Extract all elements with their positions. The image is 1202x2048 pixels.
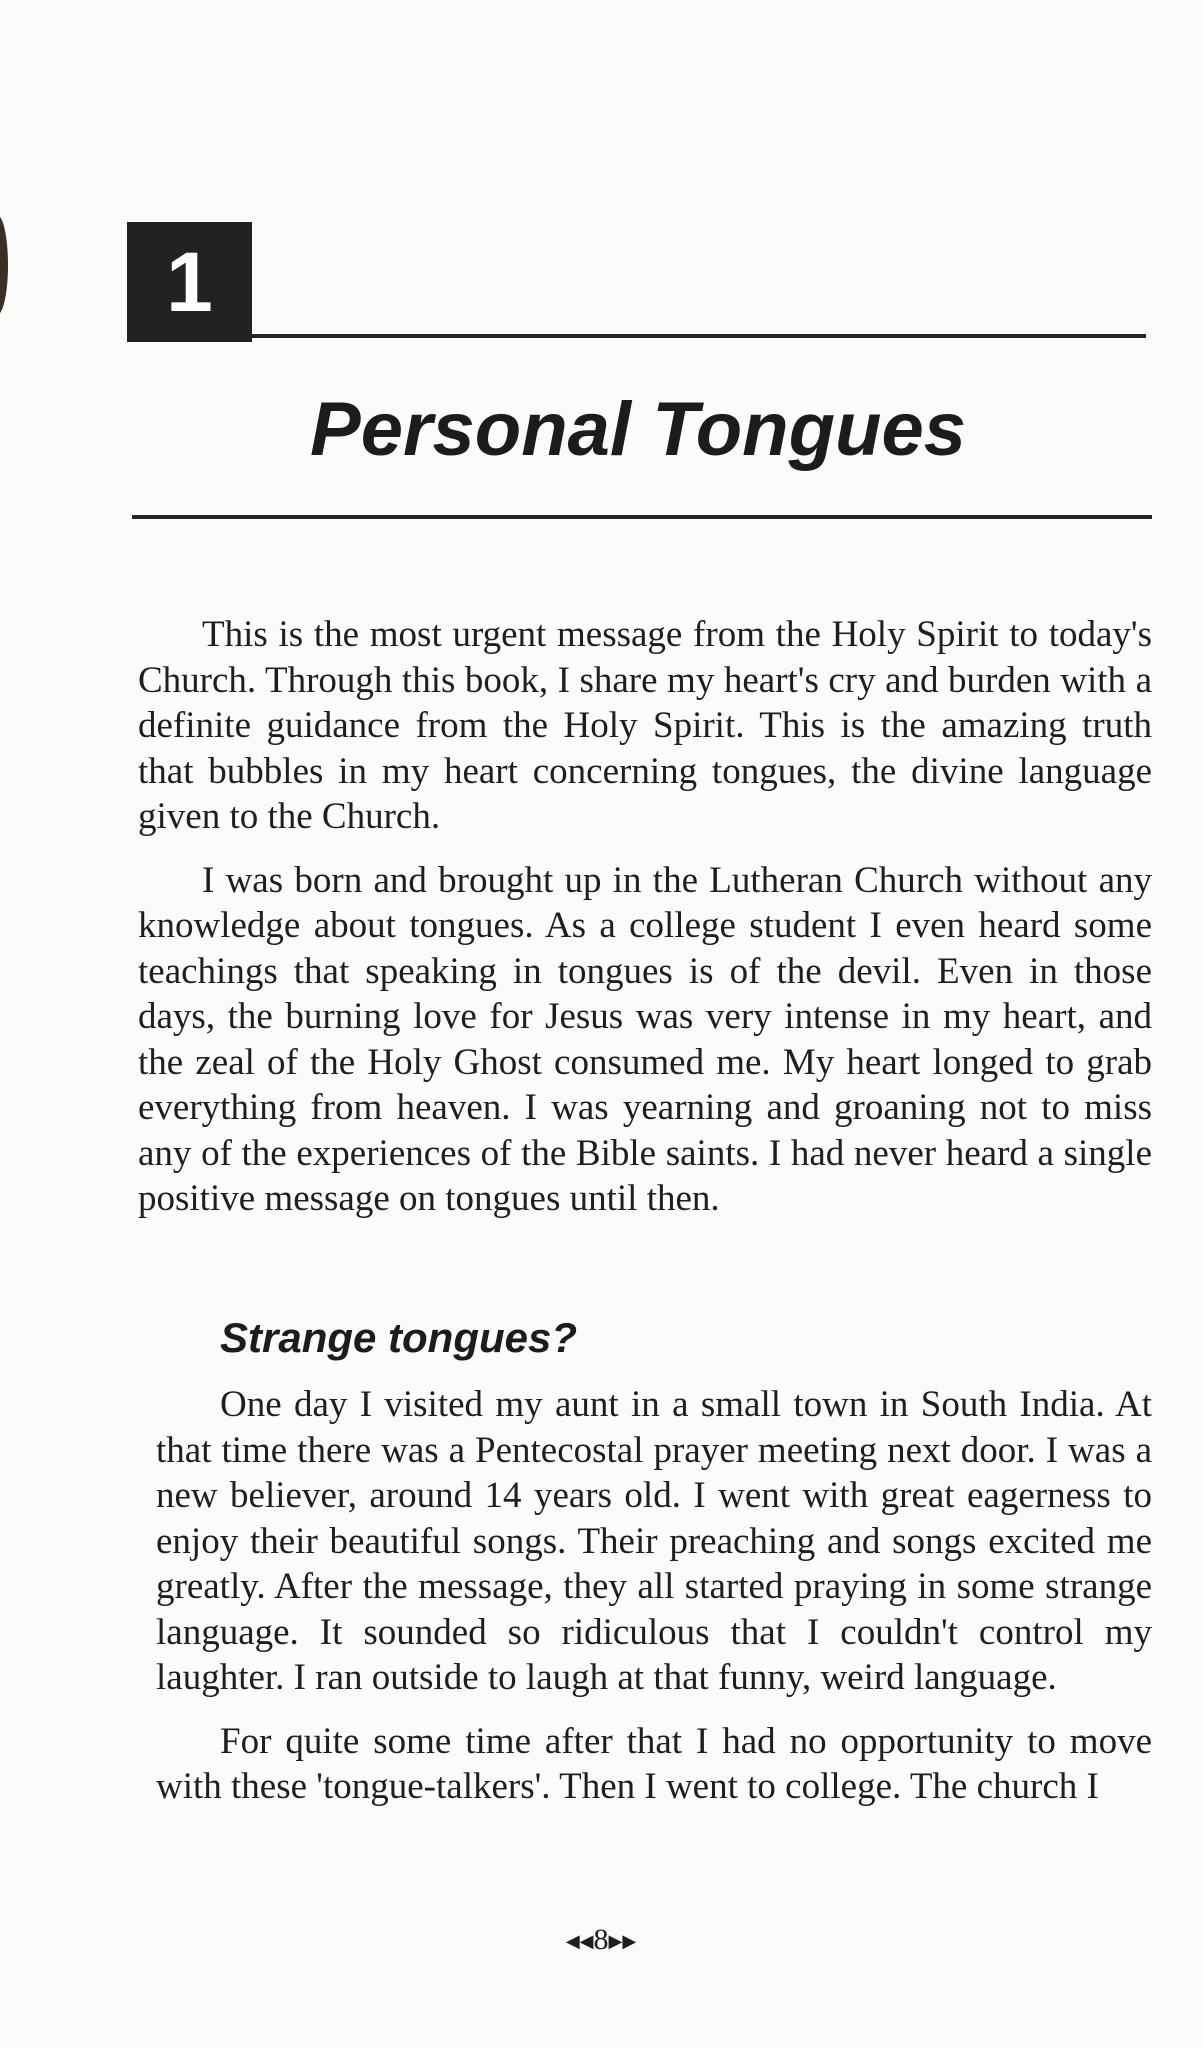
- page-footer: [0, 1920, 1202, 1962]
- chapter-number: 1: [166, 235, 213, 329]
- section-text: [156, 1382, 1152, 1810]
- paragraph: This is the most urgent message from the Holy Spirit to today's Church. Through this book, I share my heart's cry and burden with a definite guidance from the Holy Spirit. This is the amazing truth that bubbles in my heart concerning tongues, the divine language given to the Church.: [138, 614, 1152, 837]
- chapter-bottom-rule: [132, 515, 1152, 519]
- double-left-arrow-icon: ◀◀: [565, 1931, 594, 1953]
- paragraph: For quite some time after that I had no opportunity to move with these 'tongue-talkers'. Then I went to college. The church I: [156, 1720, 1152, 1807]
- chapter-title: Personal Tongues: [310, 387, 966, 472]
- page-number: 8: [593, 1923, 609, 1956]
- double-right-arrow-icon: ▶▶: [608, 1931, 637, 1953]
- paragraph: I was born and brought up in the Lutheran Church without any knowledge about tongues. As a college student I even heard some teachings that speaking in tongues is of the devil. Even in those days, the burning love for Jesus was very intense in my heart, and the zeal of the Holy Ghost consumed me. My heart longed to grab everything from heaven. I was yearning and groaning not to miss any of the experiences of the Bible saints. I had never heard a single positive message on tongues until then.: [138, 859, 1152, 1219]
- chapter-top-rule: [252, 334, 1146, 338]
- section-heading: Strange tongues?: [220, 1314, 578, 1361]
- paragraph: One day I visited my aunt in a small town in South India. At that time there was a Pentecostal prayer meeting next door. I was a new believer, around 14 years old. I went with great eagerness to enjoy their beautiful songs. Their preaching and songs excited me greatly. After the message, they all started praying in some strange language. It sounded so ridiculous that I couldn't control my laughter. I ran outside to laugh at that funny, weird language.: [156, 1384, 1152, 1698]
- page-edge-shadow: [0, 215, 8, 315]
- intro-text: [138, 612, 1152, 1222]
- chapter-number-box: [127, 222, 252, 342]
